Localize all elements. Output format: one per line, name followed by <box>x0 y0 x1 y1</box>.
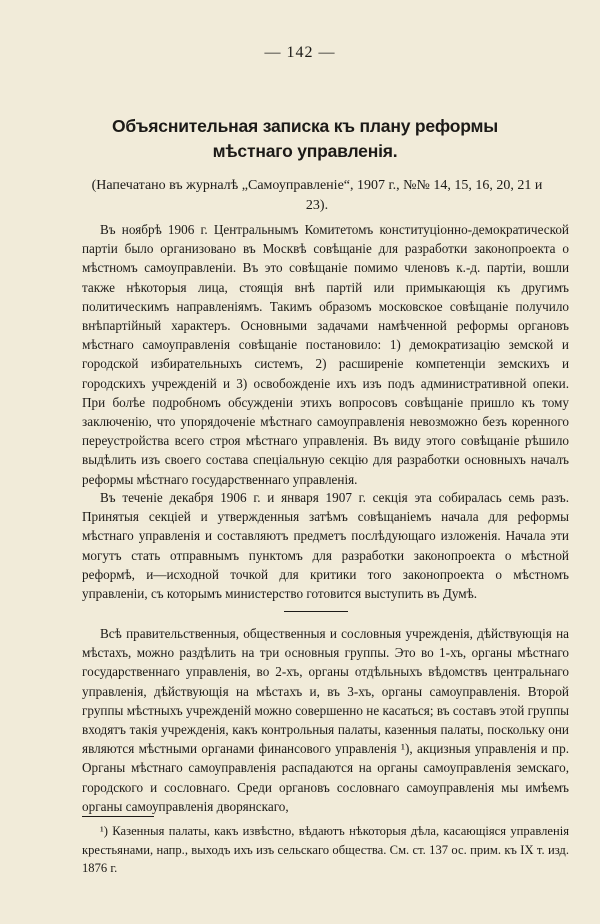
body-paragraph-1 <box>82 220 569 489</box>
footnote <box>82 822 569 878</box>
footnote-text: ¹) Казенныя палаты, какъ извѣстно, вѣдаютъ нѣкоторыя дѣла, касающіяся управленія крестьянами, напр., выходъ ихъ изъ сельскаго общества. См. ст. 137 ос. прим. къ IX т. изд. 1876 г. <box>82 824 569 875</box>
publication-note: (Напечатано въ журналѣ „Самоуправленіе“, 1907 г., №№ 14, 15, 16, 20, 21 и 23). <box>91 178 543 213</box>
body-paragraph-2 <box>82 488 569 603</box>
section-separator <box>284 611 348 612</box>
body-paragraph-3 <box>82 624 569 816</box>
paragraph-text: Всѣ правительственныя, общественныя и сословныя учрежденія, дѣйствующія на мѣстахъ, можно раздѣлить на три основныя группы. Это во 1-хъ, органы мѣстнаго государственнаго управленія, во 2-хъ, органы отдѣльныхъ вѣдомствъ центральнаго управленія, дѣйствующія на мѣстахъ и, въ 3-хъ, органы самоуправленія. Второй группы мѣстныхъ учрежденій можно совершенно не касаться; въ составъ этой группы входятъ такія учрежденія, какъ контрольныя палаты, казенныя палаты, поскольку они являются мѣстными органами финансового управленія ¹), акцизныя управленія и пр. Органы мѣстнаго самоуправленія распадаются на органы самоуправленія земскаго, городского и сословнаго. Среди органовъ сословнаго самоуправленія мы имѣемъ органы самоуправленія дворянскаго, <box>82 626 569 814</box>
paragraph-text: Въ теченіе декабря 1906 г. и января 1907 г. секція эта собиралась семь разъ. Принятыя секціей и утвержденныя затѣмъ совѣщаніемъ начала для реформы мѣстнаго управленія и составляютъ предметъ послѣдующаго изложенія. Начала эти могутъ стать отправнымъ пунктомъ для разработки законопроекта о мѣстной реформѣ, и—исходной точкой для критики того законопроекта о мѣстномъ управленіи, съ которымъ министерство готовится выступить въ Думѣ. <box>82 490 569 602</box>
paragraph-text: Въ ноябрѣ 1906 г. Центральнымъ Комитетомъ конституціонно-демократической партіи было организовано въ Москвѣ совѣщаніе для разработки законопроекта о мѣстномъ самоуправленіи. Въ это совѣщаніе помимо членовъ к.-д. партіи, вошли также нѣкоторыя лица, стоящія внѣ партій или примыкающія къ другимъ политическимъ направленіямъ. Такимъ образомъ московское совѣщаніе получило внѣпартійный характеръ. Основными задачами намѣченной реформы органовъ мѣстнаго самоуправленія совѣщаніе постановило: 1) демократизацію земской и городской избирательныхъ системъ, 2) расширеніе компетенціи земскихъ и городскихъ учрежденій и 3) освобожденіе ихъ изъ подъ административной опеки. При болѣе подробномъ обсужденіи этихъ вопросовъ совѣщаніе пришло къ тому заключенію, что упорядоченіе мѣстнаго самоуправленія невозможно безъ коренного переустройства всего строя мѣстнаго управленія. Въ виду этого совѣщаніе рѣшило выдѣлить изъ своего состава спеціальную секцію для разработки основныхъ началъ реформы мѣстнаго государственнаго управленія. <box>82 222 569 487</box>
footnote-rule <box>82 816 154 817</box>
document-title: Объяснительная записка къ плану реформы мѣстнаго управленія. <box>111 116 499 161</box>
page-number: — 142 — <box>264 44 336 61</box>
